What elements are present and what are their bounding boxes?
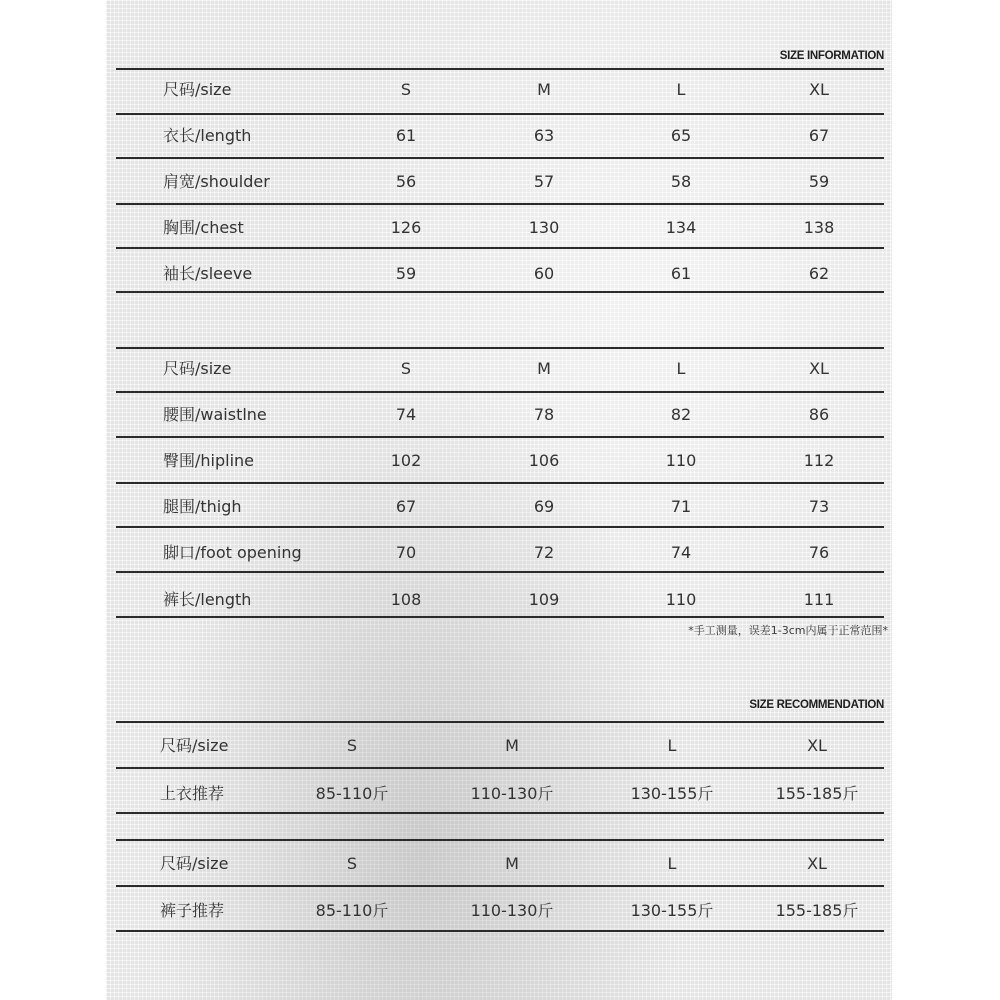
table-row [0, 159, 1000, 205]
header-size-s: S [346, 854, 358, 873]
cell-xl: 138 [803, 218, 835, 237]
cell-s: 85-110斤 [315, 901, 389, 920]
header-label: 尺码/size [160, 854, 229, 873]
row-label: 腰围/waistlne [163, 405, 267, 424]
cell-s: 70 [395, 543, 417, 562]
table-rule [116, 930, 884, 932]
cell-m: 106 [528, 451, 560, 470]
cell-l: 130-155斤 [630, 901, 714, 920]
header-size-l: L [667, 736, 677, 755]
cell-l: 82 [670, 405, 692, 424]
table-row [0, 438, 1000, 484]
cell-m: 63 [533, 126, 555, 145]
table-row [0, 771, 1000, 817]
cell-m: 110-130斤 [470, 901, 554, 920]
header-size-s: S [400, 359, 412, 378]
cell-xl: 62 [808, 264, 830, 283]
cell-l: 110 [665, 590, 697, 609]
cell-l: 130-155斤 [630, 784, 714, 803]
cell-s: 59 [395, 264, 417, 283]
measurement-note: *手工测量，误差1-3cm内属于正常范围* [688, 624, 888, 637]
cell-xl: 67 [808, 126, 830, 145]
cell-s: 74 [395, 405, 417, 424]
header-size-m: M [505, 854, 519, 873]
top-size-header-row [0, 67, 1000, 113]
table-rule [116, 571, 884, 573]
row-label: 腿围/thigh [163, 497, 242, 516]
cell-m: 110-130斤 [470, 784, 554, 803]
cell-xl: 112 [803, 451, 835, 470]
row-label: 裤长/length [163, 590, 252, 609]
header-size-xl: XL [807, 736, 827, 755]
cell-l: 71 [670, 497, 692, 516]
cell-l: 61 [670, 264, 692, 283]
row-label: 肩宽/shoulder [163, 172, 270, 191]
size-recommendation-title: SIZE RECOMMENDATION [749, 699, 884, 711]
cell-xl: 86 [808, 405, 830, 424]
cell-s: 108 [390, 590, 422, 609]
cell-s: 85-110斤 [315, 784, 389, 803]
header-size-m: M [537, 80, 551, 99]
cell-l: 58 [670, 172, 692, 191]
row-label: 袖长/sleeve [163, 264, 253, 283]
header-size-s: S [346, 736, 358, 755]
cell-xl: 59 [808, 172, 830, 191]
row-label: 裤子推荐 [160, 901, 225, 920]
cell-m: 72 [533, 543, 555, 562]
header-size-xl: XL [809, 359, 829, 378]
cell-xl: 111 [803, 590, 835, 609]
size-information-title: SIZE INFORMATION [779, 50, 884, 62]
header-size-m: M [505, 736, 519, 755]
table-rule [116, 291, 884, 293]
table-rule [116, 885, 884, 887]
cell-xl: 155-185斤 [775, 901, 859, 920]
header-size-l: L [676, 80, 686, 99]
table-row [0, 484, 1000, 530]
cell-m: 69 [533, 497, 555, 516]
table-rule [116, 247, 884, 249]
row-label: 脚口/foot opening [163, 543, 302, 562]
table-rule [116, 767, 884, 769]
cell-s: 102 [390, 451, 422, 470]
cell-s: 56 [395, 172, 417, 191]
cell-m: 57 [533, 172, 555, 191]
header-size-l: L [676, 359, 686, 378]
row-label: 臀围/hipline [163, 451, 255, 470]
recommend-top-header-row [0, 723, 1000, 769]
recommend-bottom-header-row [0, 841, 1000, 887]
header-size-s: S [400, 80, 412, 99]
cell-m: 130 [528, 218, 560, 237]
table-rule [116, 812, 884, 814]
cell-m: 78 [533, 405, 555, 424]
cell-l: 134 [665, 218, 697, 237]
cell-s: 61 [395, 126, 417, 145]
cell-l: 110 [665, 451, 697, 470]
row-label: 胸围/chest [163, 218, 244, 237]
cell-s: 126 [390, 218, 422, 237]
header-label: 尺码/size [163, 80, 232, 99]
table-row [0, 205, 1000, 251]
cell-l: 65 [670, 126, 692, 145]
cell-l: 74 [670, 543, 692, 562]
table-row [0, 530, 1000, 576]
cell-s: 67 [395, 497, 417, 516]
table-row [0, 113, 1000, 159]
table-row [0, 888, 1000, 934]
header-size-m: M [537, 359, 551, 378]
cell-xl: 155-185斤 [775, 784, 859, 803]
header-size-xl: XL [809, 80, 829, 99]
row-label: 上衣推荐 [160, 784, 225, 803]
table-row [0, 392, 1000, 438]
header-label: 尺码/size [160, 736, 229, 755]
cell-xl: 76 [808, 543, 830, 562]
header-size-xl: XL [807, 854, 827, 873]
cell-m: 109 [528, 590, 560, 609]
table-rule [116, 616, 884, 618]
table-rule [116, 526, 884, 528]
header-size-l: L [667, 854, 677, 873]
cell-m: 60 [533, 264, 555, 283]
row-label: 衣长/length [163, 126, 252, 145]
header-label: 尺码/size [163, 359, 232, 378]
cell-xl: 73 [808, 497, 830, 516]
bottom-size-header-row [0, 346, 1000, 392]
